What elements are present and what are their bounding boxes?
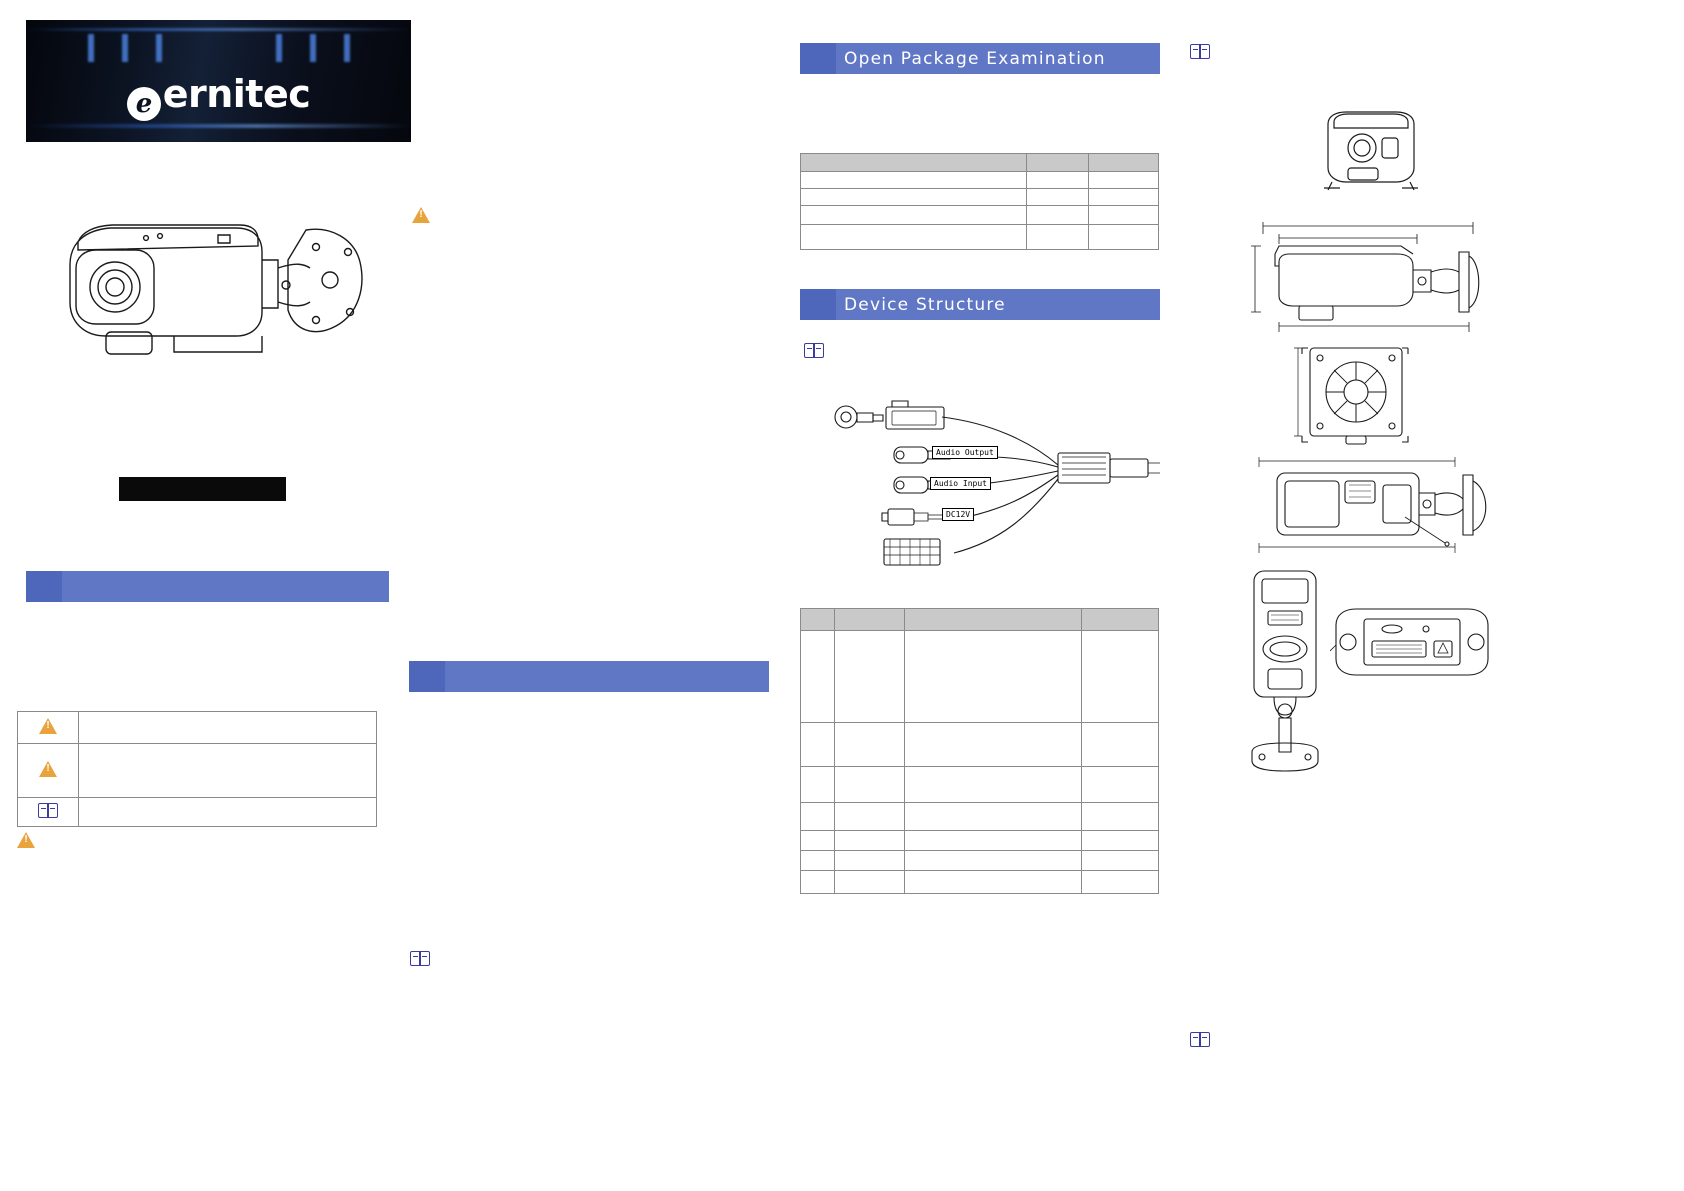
table-row (801, 723, 1159, 767)
structure-cell (834, 871, 904, 894)
structure-cell (801, 851, 835, 871)
brand-banner (26, 20, 411, 142)
note-icon-open-package (1190, 44, 1210, 64)
structure-cell (1082, 723, 1159, 767)
structure-cell (801, 831, 835, 851)
structure-cell (905, 803, 1082, 831)
structure-cell (1082, 631, 1159, 723)
note-icon-bottom-right (1190, 1032, 1210, 1052)
package-cell (1088, 172, 1158, 189)
model-plate (119, 477, 286, 501)
table-row (18, 712, 377, 744)
warning-icon-cell-1 (18, 712, 79, 744)
structure-cell (834, 831, 904, 851)
structure-cell (905, 871, 1082, 894)
note-icon-bottom-left (410, 951, 430, 971)
cable-harness-illustration (830, 395, 1165, 575)
table-row (801, 189, 1159, 206)
brand-mark: e (127, 87, 161, 121)
structure-cell (1082, 851, 1159, 871)
cable-label-dc12v: DC12V (942, 508, 974, 521)
structure-cell (905, 767, 1082, 803)
table-row (801, 767, 1159, 803)
structure-cell (834, 631, 904, 723)
structure-cell (834, 723, 904, 767)
structure-cell (801, 871, 835, 894)
structure-cell (801, 723, 835, 767)
section-bar-left (26, 571, 389, 602)
banner-light-4 (276, 34, 282, 62)
banner-streak-bottom (26, 124, 411, 128)
table-row (801, 172, 1159, 189)
device-structure-table (800, 608, 1159, 894)
table-header-row (801, 154, 1159, 172)
structure-cell (1082, 831, 1159, 851)
package-cell (801, 206, 1027, 225)
table-row (801, 831, 1159, 851)
section-title-device-structure: Device Structure (844, 294, 1006, 315)
structure-cell (905, 851, 1082, 871)
package-cell (801, 225, 1027, 250)
structure-header-3 (905, 609, 1082, 631)
banner-light-1 (88, 34, 94, 62)
table-header-row (801, 609, 1159, 631)
table-row (801, 631, 1159, 723)
package-cell (1026, 172, 1088, 189)
warning-icon-left-lower (17, 832, 35, 853)
warning-icon-top (412, 207, 430, 228)
section-bar-device-structure (800, 289, 1160, 320)
structure-cell (1082, 803, 1159, 831)
package-contents-table (800, 153, 1159, 250)
structure-cell (834, 803, 904, 831)
banner-light-3 (156, 34, 162, 62)
mount-plate-view (1290, 340, 1420, 450)
table-row (801, 225, 1159, 250)
brand-logo (26, 72, 411, 121)
package-cell (1026, 206, 1088, 225)
package-header-3 (1088, 154, 1158, 172)
package-header-2 (1026, 154, 1088, 172)
package-header-1 (801, 154, 1027, 172)
section-bar-device-structure-accent (800, 289, 836, 320)
cable-label-audio-output: Audio Output (932, 446, 998, 459)
symbol-desc-3 (79, 798, 377, 827)
section-bar-open-package (800, 43, 1160, 74)
cable-label-audio-input: Audio Input (930, 477, 991, 490)
section-bar-middle (409, 661, 769, 692)
banner-light-6 (344, 34, 350, 62)
camera-top-view (1245, 455, 1515, 555)
structure-cell (1082, 767, 1159, 803)
structure-cell (1082, 871, 1159, 894)
structure-cell (905, 723, 1082, 767)
structure-header-1 (801, 609, 835, 631)
note-icon-cell-3 (18, 798, 79, 827)
section-bar-middle-accent (409, 661, 445, 692)
banner-light-2 (122, 34, 128, 62)
table-row (801, 803, 1159, 831)
banner-light-5 (310, 34, 316, 62)
package-cell (1088, 206, 1158, 225)
symbol-desc-2 (79, 744, 377, 798)
structure-cell (905, 631, 1082, 723)
package-cell (801, 189, 1027, 206)
package-cell (1088, 225, 1158, 250)
package-cell (1088, 189, 1158, 206)
structure-cell (801, 631, 835, 723)
structure-header-4 (1082, 609, 1159, 631)
section-title-open-package: Open Package Examination (844, 48, 1106, 69)
note-icon-device-structure (804, 343, 824, 363)
camera-front-view (1310, 110, 1430, 195)
structure-cell (834, 851, 904, 871)
structure-cell (801, 803, 835, 831)
package-cell (1026, 189, 1088, 206)
table-row (801, 206, 1159, 225)
package-cell (1026, 225, 1088, 250)
package-cell (801, 172, 1027, 189)
table-row (801, 871, 1159, 894)
section-bar-left-accent (26, 571, 62, 602)
camera-side-view-dimensions (1245, 222, 1515, 332)
banner-streak-top (26, 28, 411, 31)
symbol-definition-table (17, 711, 377, 827)
table-row (801, 851, 1159, 871)
structure-cell (834, 767, 904, 803)
structure-header-2 (834, 609, 904, 631)
table-row (18, 744, 377, 798)
structure-cell (905, 831, 1082, 851)
camera-vertical-view (1238, 565, 1333, 785)
section-bar-open-package-accent (800, 43, 836, 74)
table-row (18, 798, 377, 827)
warning-icon-cell-2 (18, 744, 79, 798)
camera-illustration (48, 190, 368, 370)
structure-cell (801, 767, 835, 803)
brand-name: ernitec (162, 72, 311, 116)
bracket-plate-detail (1330, 605, 1495, 685)
symbol-desc-1 (79, 712, 377, 744)
